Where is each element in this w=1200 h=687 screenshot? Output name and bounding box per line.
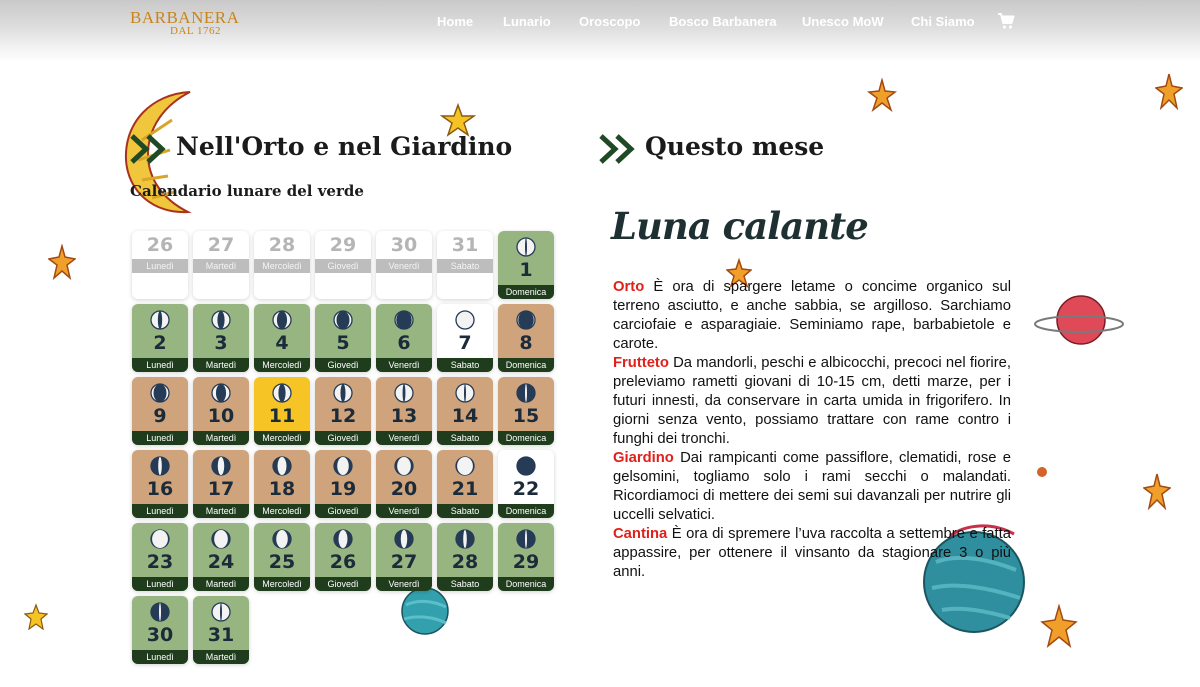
day-number: 25 bbox=[268, 551, 296, 573]
calendar-day[interactable] bbox=[132, 523, 188, 591]
section-title: Questo mese bbox=[645, 132, 825, 161]
day-number: 12 bbox=[329, 405, 357, 427]
weekday-label: Giovedì bbox=[315, 259, 371, 273]
day-number: 8 bbox=[519, 332, 533, 354]
day-number: 18 bbox=[268, 478, 296, 500]
calendar-empty-day bbox=[193, 231, 249, 299]
calendar-day[interactable] bbox=[193, 377, 249, 445]
day-number: 19 bbox=[329, 478, 357, 500]
day-number: 26 bbox=[329, 551, 357, 573]
day-number: 9 bbox=[153, 405, 167, 427]
weekday-label: Mercoledì bbox=[254, 577, 310, 591]
moon-phase-icon bbox=[272, 310, 292, 330]
calendar-empty-day bbox=[132, 231, 188, 299]
calendar-day[interactable] bbox=[193, 523, 249, 591]
day-number: 13 bbox=[390, 405, 418, 427]
moon-phase-icon bbox=[211, 383, 231, 403]
logo-subtitle: DAL 1762 bbox=[170, 25, 221, 37]
weekday-label: Venerdì bbox=[376, 358, 432, 372]
weekday-label: Lunedì bbox=[132, 358, 188, 372]
calendar-day[interactable] bbox=[132, 450, 188, 518]
calendar-day[interactable] bbox=[315, 450, 371, 518]
weekday-label: Domenica bbox=[498, 431, 554, 445]
moon-phase-icon bbox=[394, 456, 414, 476]
star-drawing-icon bbox=[48, 244, 76, 280]
moon-phase-icon bbox=[211, 602, 231, 622]
moon-phase-icon bbox=[394, 529, 414, 549]
calendar-day[interactable] bbox=[376, 523, 432, 591]
moon-phase-icon bbox=[211, 310, 231, 330]
day-number: 11 bbox=[268, 405, 296, 427]
day-number: 20 bbox=[390, 478, 418, 500]
weekday-label: Giovedì bbox=[315, 504, 371, 518]
weekday-label: Martedì bbox=[193, 577, 249, 591]
weekday-label: Domenica bbox=[498, 577, 554, 591]
calendar-day[interactable] bbox=[193, 596, 249, 664]
weekday-label: Domenica bbox=[498, 358, 554, 372]
calendar-empty-day bbox=[315, 231, 371, 299]
tip-label: Giardino bbox=[613, 450, 674, 466]
star-drawing-icon bbox=[867, 78, 897, 112]
day-number: 10 bbox=[207, 405, 235, 427]
logo-name: BARBANERA bbox=[130, 8, 240, 27]
double-chevron-icon bbox=[599, 134, 639, 164]
orto-giardino-heading bbox=[130, 132, 513, 168]
calendar-empty-day bbox=[376, 231, 432, 299]
weekday-label: Mercoledì bbox=[254, 431, 310, 445]
calendar-day[interactable] bbox=[193, 450, 249, 518]
day-number: 2 bbox=[153, 332, 167, 354]
nav-home[interactable]: Home bbox=[437, 14, 474, 29]
calendar-day[interactable] bbox=[437, 523, 493, 591]
moon-phase-icon bbox=[211, 529, 231, 549]
calendar-day[interactable] bbox=[437, 377, 493, 445]
calendar-day[interactable] bbox=[254, 377, 310, 445]
tip-text: Da mandorli, peschi e albicocchi, precoci nel fiorire, preleviamo rametti giovani di 10-15 cm, detti marze, per i futuri innesti, da conservare in carta umida in frigorifero. In giorni senza vento, possiamo trattare con rame contro i funghi dei tronchi. bbox=[613, 355, 1011, 447]
day-number: 17 bbox=[207, 478, 235, 500]
day-number: 29 bbox=[512, 551, 540, 573]
star-drawing-icon bbox=[24, 603, 48, 631]
day-number: 31 bbox=[207, 624, 235, 646]
moon-phase-icon bbox=[333, 310, 353, 330]
calendar-day[interactable] bbox=[498, 231, 554, 299]
weekday-label: Lunedì bbox=[132, 650, 188, 664]
day-number: 22 bbox=[512, 478, 540, 500]
moon-phase-icon bbox=[455, 529, 475, 549]
weekday-label: Venerdì bbox=[376, 431, 432, 445]
moon-phase-icon bbox=[455, 383, 475, 403]
top-navigation-bar bbox=[0, 0, 1200, 62]
weekday-label: Venerdì bbox=[376, 259, 432, 273]
tip-orto bbox=[613, 278, 1011, 354]
day-number: 27 bbox=[207, 234, 235, 256]
weekday-label: Venerdì bbox=[376, 577, 432, 591]
weekday-label: Giovedì bbox=[315, 431, 371, 445]
weekday-label: Sabato bbox=[437, 358, 493, 372]
moon-phase-icon bbox=[150, 529, 170, 549]
calendar-empty-day bbox=[437, 231, 493, 299]
tip-cantina bbox=[613, 525, 1011, 582]
barbanera-logo[interactable] bbox=[130, 8, 240, 42]
star-drawing-icon bbox=[1143, 472, 1171, 510]
nav-lunario[interactable]: Lunario bbox=[503, 14, 551, 29]
day-number: 4 bbox=[275, 332, 289, 354]
calendar-day[interactable] bbox=[132, 304, 188, 372]
moon-phase-icon bbox=[516, 310, 536, 330]
moon-phase-icon bbox=[516, 529, 536, 549]
calendar-day[interactable] bbox=[132, 377, 188, 445]
planet-dot-drawing-icon bbox=[1036, 465, 1048, 479]
weekday-label: Martedì bbox=[193, 504, 249, 518]
day-number: 5 bbox=[336, 332, 350, 354]
weekday-label: Lunedì bbox=[132, 504, 188, 518]
moon-phase-icon bbox=[211, 456, 231, 476]
star-drawing-icon bbox=[1040, 604, 1078, 648]
moon-phase-icon bbox=[394, 310, 414, 330]
moon-phase-icon bbox=[516, 237, 536, 257]
calendar-subtitle: Calendario lunare del verde bbox=[130, 182, 364, 200]
day-number: 26 bbox=[146, 234, 174, 256]
calendar-day[interactable] bbox=[376, 450, 432, 518]
weekday-label: Martedì bbox=[193, 358, 249, 372]
weekday-label: Mercoledì bbox=[254, 358, 310, 372]
double-chevron-icon bbox=[130, 134, 170, 164]
weekday-label: Giovedì bbox=[315, 577, 371, 591]
day-number: 27 bbox=[390, 551, 418, 573]
weekday-label: Lunedì bbox=[132, 577, 188, 591]
moon-phase-icon bbox=[516, 383, 536, 403]
calendar-day[interactable] bbox=[437, 450, 493, 518]
weekday-label: Lunedì bbox=[132, 431, 188, 445]
day-number: 16 bbox=[146, 478, 174, 500]
calendar-day[interactable] bbox=[132, 596, 188, 664]
moon-phase-icon bbox=[150, 383, 170, 403]
planet-drawing-icon bbox=[400, 583, 450, 637]
calendar-day[interactable] bbox=[498, 377, 554, 445]
calendar-day[interactable] bbox=[254, 450, 310, 518]
weekday-label: Mercoledì bbox=[254, 504, 310, 518]
tip-text: È ora di spargere letame o concime organico sul terreno asciutto, e anche sabbia, se argilloso. Sarchiamo carciofaie e asparagiaie. Seminiamo rape, barbabietole e carote. bbox=[613, 279, 1011, 352]
cart-icon[interactable] bbox=[997, 12, 1015, 30]
day-number: 15 bbox=[512, 405, 540, 427]
day-number: 24 bbox=[207, 551, 235, 573]
nav-bosco-barbanera[interactable]: Bosco Barbanera bbox=[669, 14, 777, 29]
weekday-label: Sabato bbox=[437, 577, 493, 591]
moon-phase-icon bbox=[150, 456, 170, 476]
weekday-label: Domenica bbox=[498, 285, 554, 299]
tip-text: Dai rampicanti come passiflore, clematidi, rose e gelsomini, togliamo solo i rami secchi o malandati. Ricordiamoci di mettere dei semi sui davanzali per nutrire gli uccelli selvatici. bbox=[613, 450, 1011, 523]
day-number: 29 bbox=[329, 234, 357, 256]
moon-phase-icon bbox=[150, 602, 170, 622]
questo-mese-heading bbox=[599, 132, 859, 168]
day-number: 21 bbox=[451, 478, 479, 500]
calendar-day[interactable] bbox=[254, 523, 310, 591]
tip-label: Cantina bbox=[613, 526, 668, 542]
day-number: 30 bbox=[146, 624, 174, 646]
day-number: 30 bbox=[390, 234, 418, 256]
moon-phase-icon bbox=[150, 310, 170, 330]
tip-text: È ora di spremere l’uva raccolta a settembre e fatta appassire, per ottenere il vinsanto da stagionare 3 o più anni. bbox=[613, 526, 1011, 580]
tip-frutteto bbox=[613, 354, 1011, 449]
moon-phase-icon bbox=[394, 383, 414, 403]
day-number: 14 bbox=[451, 405, 479, 427]
section-title: Nell'Orto e nel Giardino bbox=[176, 132, 513, 161]
calendar-day[interactable] bbox=[376, 304, 432, 372]
nav-oroscopo[interactable]: Oroscopo bbox=[579, 14, 641, 29]
moon-phase-icon bbox=[272, 529, 292, 549]
calendar-day[interactable] bbox=[315, 304, 371, 372]
weekday-label: Sabato bbox=[437, 504, 493, 518]
weekday-label: Martedì bbox=[193, 650, 249, 664]
nav-chi-siamo[interactable]: Chi Siamo bbox=[911, 14, 975, 29]
weekday-label: Lunedì bbox=[132, 259, 188, 273]
calendar-day[interactable] bbox=[437, 304, 493, 372]
day-number: 1 bbox=[519, 259, 533, 281]
day-number: 28 bbox=[451, 551, 479, 573]
moon-phase-icon bbox=[455, 310, 475, 330]
tip-label: Frutteto bbox=[613, 355, 669, 371]
weekday-label: Venerdì bbox=[376, 504, 432, 518]
weekday-label: Giovedì bbox=[315, 358, 371, 372]
monthly-tips bbox=[613, 278, 1011, 582]
weekday-label: Mercoledì bbox=[254, 259, 310, 273]
weekday-label: Domenica bbox=[498, 504, 554, 518]
star-drawing-icon bbox=[1155, 72, 1183, 110]
day-number: 23 bbox=[146, 551, 174, 573]
calendar-day[interactable] bbox=[254, 304, 310, 372]
weekday-label: Martedì bbox=[193, 431, 249, 445]
tip-giardino bbox=[613, 449, 1011, 525]
day-number: 6 bbox=[397, 332, 411, 354]
moon-phase-icon bbox=[333, 529, 353, 549]
calendar-empty-day bbox=[254, 231, 310, 299]
moon-phase-icon bbox=[333, 456, 353, 476]
moon-phase-title: Luna calante bbox=[611, 204, 868, 248]
weekday-label: Sabato bbox=[437, 259, 493, 273]
day-number: 7 bbox=[458, 332, 472, 354]
calendar-day[interactable] bbox=[498, 523, 554, 591]
moon-phase-icon bbox=[272, 383, 292, 403]
calendar-day[interactable] bbox=[376, 377, 432, 445]
moon-phase-icon bbox=[333, 383, 353, 403]
calendar-day[interactable] bbox=[315, 377, 371, 445]
weekday-label: Martedì bbox=[193, 259, 249, 273]
day-number: 31 bbox=[451, 234, 479, 256]
calendar-day[interactable] bbox=[193, 304, 249, 372]
day-number: 3 bbox=[214, 332, 228, 354]
moon-phase-icon bbox=[272, 456, 292, 476]
weekday-label: Sabato bbox=[437, 431, 493, 445]
tip-label: Orto bbox=[613, 279, 645, 295]
nav-unesco-mow[interactable]: Unesco MoW bbox=[802, 14, 884, 29]
moon-phase-icon bbox=[455, 456, 475, 476]
planet-drawing-icon bbox=[1033, 290, 1125, 350]
moon-phase-icon bbox=[516, 456, 536, 476]
calendar-day[interactable] bbox=[315, 523, 371, 591]
calendar-day[interactable] bbox=[498, 304, 554, 372]
day-number: 28 bbox=[268, 234, 296, 256]
calendar-day[interactable] bbox=[498, 450, 554, 518]
